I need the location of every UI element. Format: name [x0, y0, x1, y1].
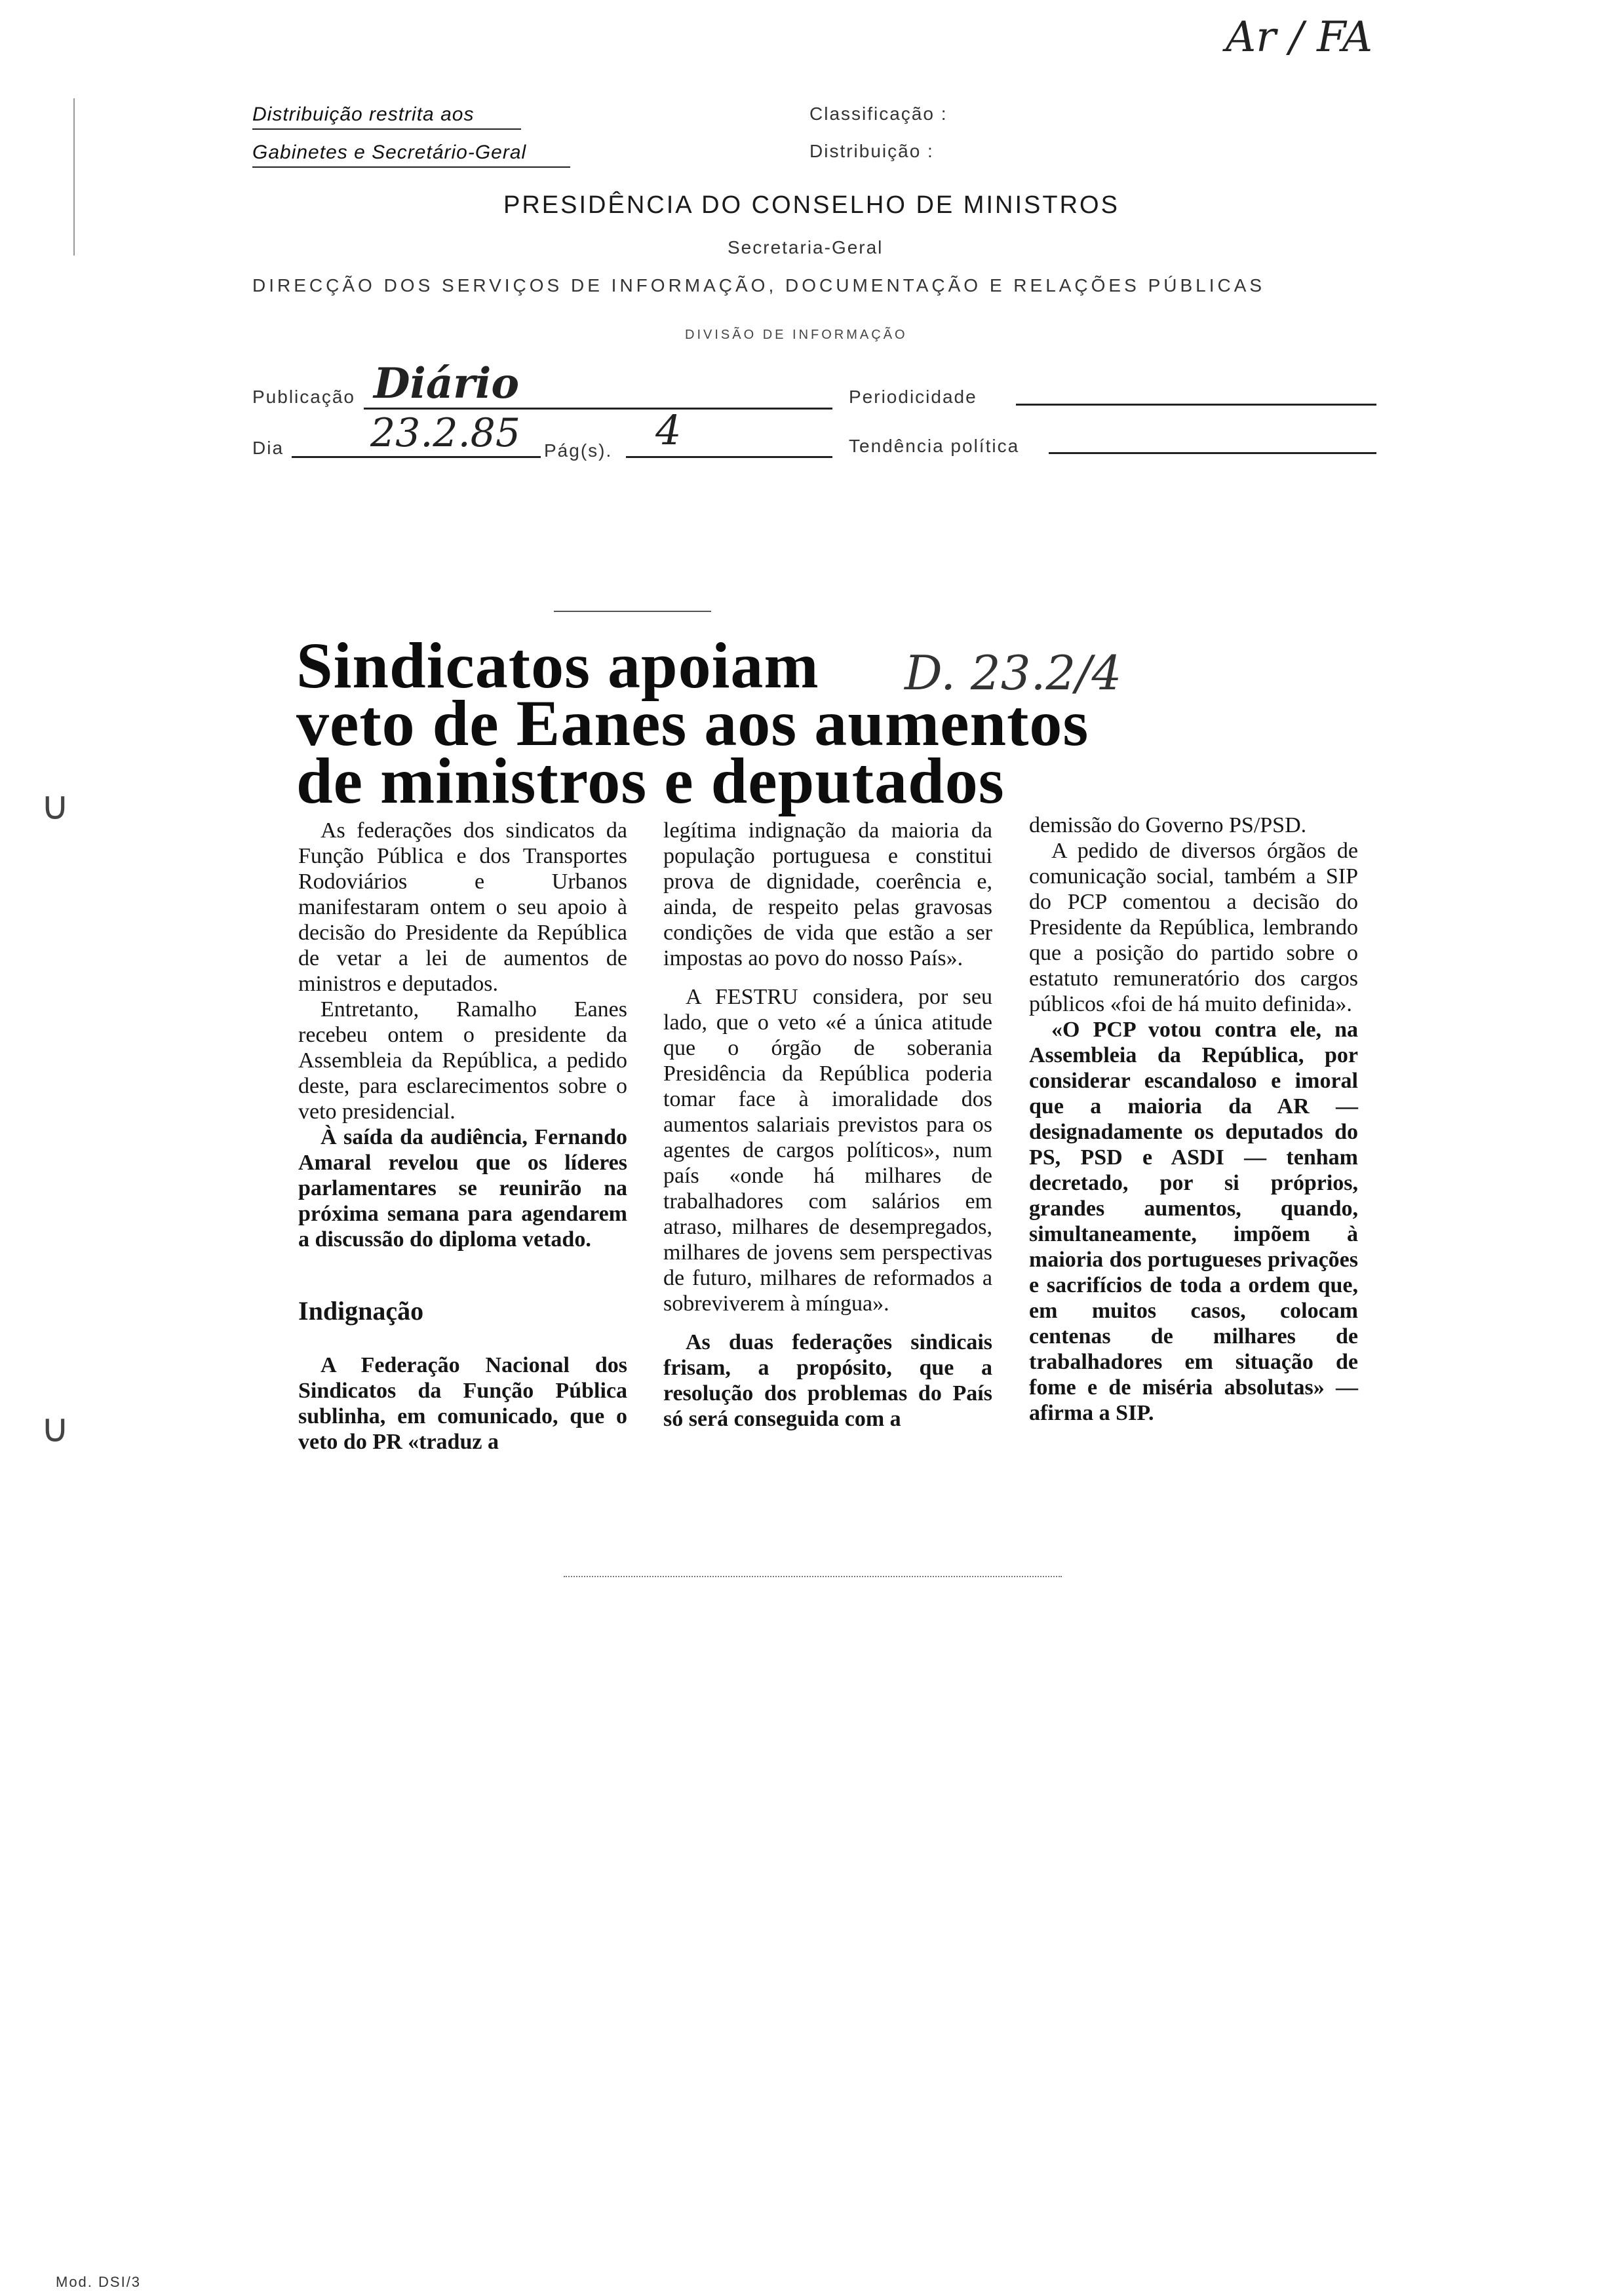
distribution-line-2: Gabinetes e Secretário-Geral	[252, 142, 570, 168]
dia-value: 23.2.85	[370, 410, 521, 456]
pags-label: Pág(s).	[544, 440, 613, 461]
handwritten-annotation: Ar / FA	[1226, 13, 1373, 62]
dia-label: Dia	[252, 438, 284, 458]
col1-paragraph-3: À saída da audiência, Fernando Amaral revelou que os líderes parlamentares se reunirão na próxima semana para agendarem a discussão do diploma vetado.	[298, 1125, 627, 1252]
col3-paragraph-1: demissão do Governo PS/PSD.	[1029, 813, 1307, 837]
classificacao-label: Classificação :	[809, 104, 948, 124]
secretaria-geral: Secretaria-Geral	[728, 237, 884, 258]
col1-paragraph-2: Entretanto, Ramalho Eanes recebeu ontem o presidente da Assembleia da República, a pedido deste, para esclarecimentos sobre o veto presidencial.	[298, 997, 627, 1124]
col2-paragraph-2: A FESTRU considera, por seu lado, que o veto «é a única atitude que o órgão de soberania Presidência da República poderia tomar face à imoralidade dos aumentos salariais previstos para os agentes de cargos políticos», num país «onde há milhares de trabalhadores com salários em atraso, milhares de desempregados, milhares de jovens sem perspectivas de futuro, milhares de reformados a sobreviverem à míngua».	[663, 985, 992, 1316]
publicacao-value: Diário	[374, 359, 519, 408]
presidencia-title: PRESIDÊNCIA DO CONSELHO DE MINISTROS	[503, 191, 1119, 219]
headline-handwritten-note: D. 23.2/4	[905, 645, 1122, 700]
periodicidade-label: Periodicidade	[849, 387, 977, 407]
publicacao-line	[364, 408, 832, 410]
article-column-3	[1029, 813, 1358, 1426]
pags-value: 4	[655, 406, 682, 454]
headline-line-3: de ministros e deputados	[296, 744, 1005, 817]
tendencia-line	[1049, 452, 1376, 454]
binding-mark-2: ∪	[41, 1407, 69, 1450]
col1-paragraph-1: As federações dos sindicatos da Função Pública e dos Transportes Rodoviários e Urbanos manifestaram ontem o seu apoio à decisão do Presidente da República de vetar a lei de aumentos de ministros e deputados.	[298, 818, 627, 996]
article-column-2	[663, 818, 992, 1432]
periodicidade-line	[1016, 404, 1376, 406]
dia-line	[292, 456, 541, 458]
article-headline	[296, 629, 1358, 817]
direccao-servicos: DIRECÇÃO DOS SERVIÇOS DE INFORMAÇÃO, DOCUMENTAÇÃO E RELAÇÕES PÚBLICAS	[252, 275, 1266, 296]
publicacao-label: Publicação	[252, 387, 355, 407]
tendencia-label: Tendência política	[849, 436, 1020, 456]
distribution-block	[252, 104, 570, 168]
pags-line	[626, 456, 832, 458]
article-top-rule	[554, 611, 711, 612]
binding-mark-1: ∪	[41, 784, 69, 828]
article-column-1	[298, 818, 627, 1455]
col2-paragraph-3: As duas federações sindicais frisam, a propósito, que a resolução dos problemas do País só será conseguida com a	[663, 1330, 992, 1431]
divisao-informacao: DIVISÃO DE INFORMAÇÃO	[685, 328, 908, 342]
distribution-line-1: Distribuição restrita aos	[252, 104, 521, 130]
col3-paragraph-3: «O PCP votou contra ele, na Assembleia da República, por considerar escandaloso e imoral que a maioria da AR — designadamente os deputados do PS, PSD e ASDI — tenham decretado, por si próprios, grandes aumentos, quando, simultaneamente, impõem à maioria dos portugueses privações e sacrifícios de toda a ordem que, em muitos casos, colocam centenas de milhares de trabalhadores em situação de fome e de miséria absolutas» — afirma a SIP.	[1029, 1018, 1358, 1425]
col3-paragraph-2: A pedido de diversos órgãos de comunicação social, também a SIP do PCP comentou a decisão do Presidente da República, lembrando que a posição do partido sobre o estatuto remuneratório dos cargos públicos «foi de há muito definida».	[1029, 839, 1358, 1016]
subhead-indignacao: Indignação	[298, 1296, 424, 1326]
article-bottom-rule	[564, 1576, 1062, 1577]
margin-rule	[73, 98, 75, 256]
form-model-code: Mod. DSI/3	[56, 2274, 142, 2290]
col1-paragraph-4: A Federação Nacional dos Sindicatos da Função Pública sublinha, em comunicado, que o veto do PR «traduz a	[298, 1353, 627, 1454]
distribuicao-label: Distribuição :	[809, 141, 934, 161]
col2-paragraph-1: legítima indignação da maioria da população portuguesa e constitui prova de dignidade, coerência e, ainda, de respeito pelas gravosas condições de vida que estão a ser impostas ao povo do nosso País».	[663, 818, 992, 970]
headline-line-1: Sindicatos apoiam	[296, 629, 819, 702]
headline-line-2: veto de Eanes aos aumentos	[296, 687, 1089, 759]
